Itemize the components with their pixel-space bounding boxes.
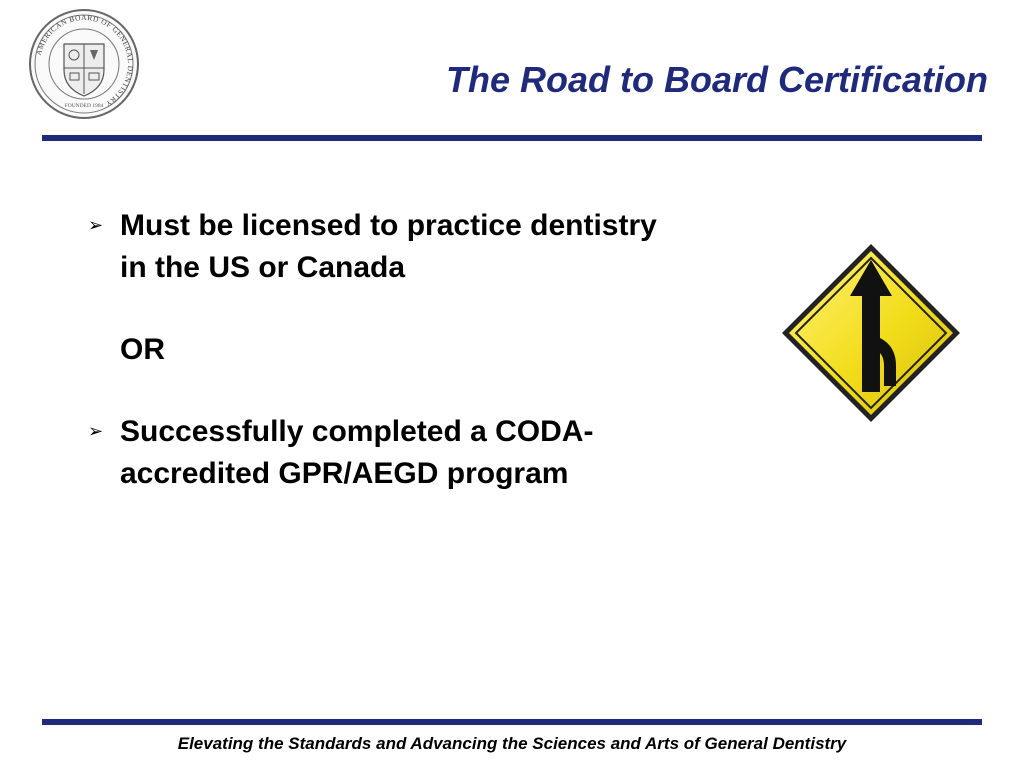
bullet-text [120, 205, 768, 289]
bullet-text [120, 411, 768, 495]
arrowhead-bullet-icon: ➢ [88, 421, 104, 442]
bullet-line: in the US or Canada [120, 251, 406, 284]
or-label: OR [120, 333, 165, 366]
top-divider [42, 135, 982, 141]
seal-ring-text: AMERICAN BOARD OF GENERAL DENTISTRY [33, 12, 136, 109]
arrowhead-bullet-icon: ➢ [88, 215, 104, 236]
footer-tagline: Elevating the Standards and Advancing the Sciences and Arts of General Dentistry [177, 734, 847, 753]
abgd-seal-icon [28, 8, 140, 120]
merge-sign-icon [776, 238, 966, 428]
bullet-line: Successfully completed a CODA- [120, 415, 594, 448]
bullet-line: accredited GPR/AEGD program [120, 457, 569, 490]
bullet-list [88, 205, 768, 495]
bottom-divider [42, 719, 982, 725]
bullet-item [88, 205, 768, 289]
slide-title: The Road to Board Certification [445, 59, 988, 100]
bullet-line: Must be licensed to practice dentistry [120, 209, 657, 242]
seal-founded-text: FOUNDED 1984 [64, 103, 104, 109]
bullet-item [88, 411, 768, 495]
